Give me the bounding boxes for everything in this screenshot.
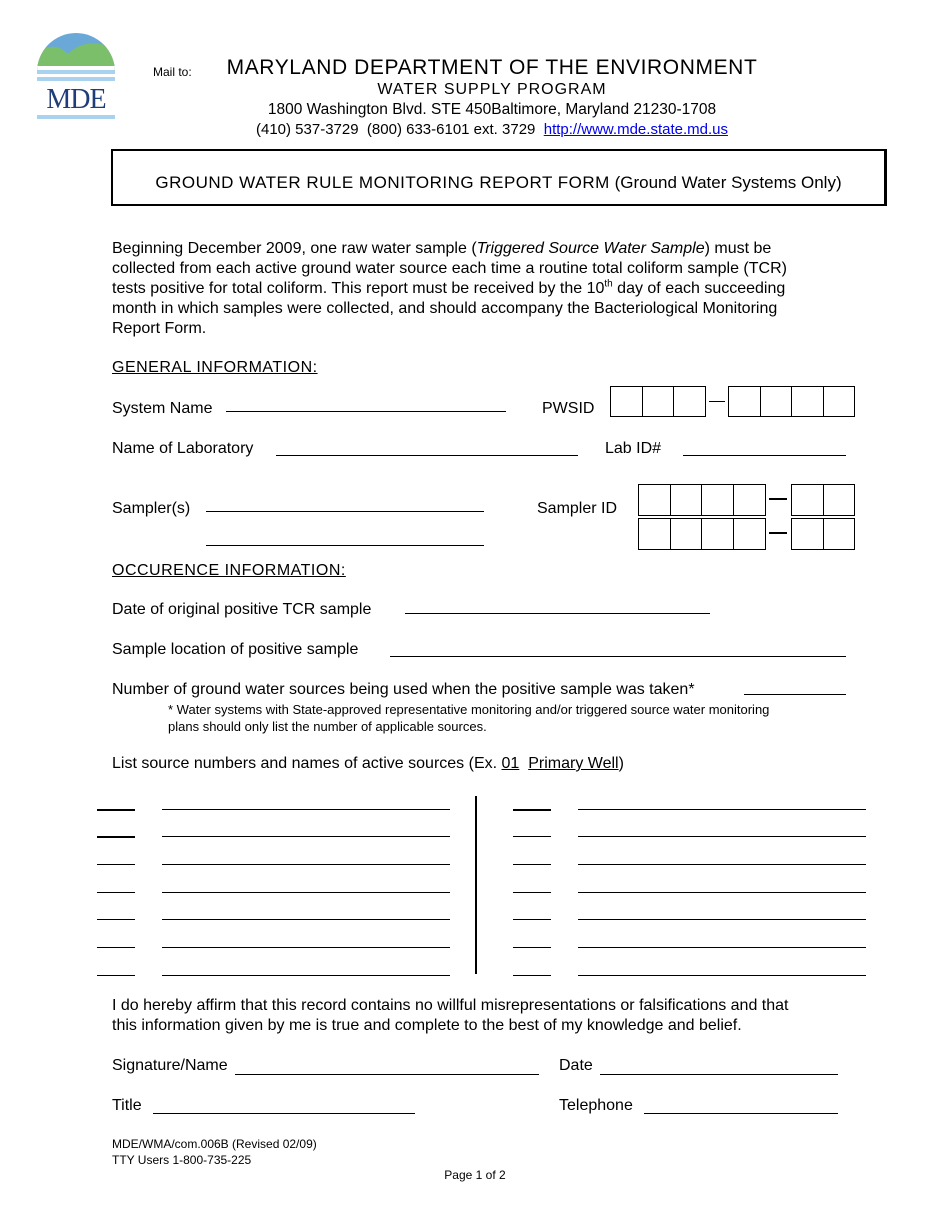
sources-count-field[interactable] xyxy=(744,694,846,695)
source-number-left[interactable] xyxy=(97,836,135,838)
source-name-left[interactable] xyxy=(162,975,450,976)
sampler-id-1-digit-3[interactable] xyxy=(701,484,734,516)
sources-note-line-1: * Water systems with State-approved representative monitoring and/or triggered source water monitoring xyxy=(168,702,770,717)
website-link[interactable]: http://www.mde.state.md.us xyxy=(543,121,728,138)
sampler-id-1-digit-2[interactable] xyxy=(670,484,702,516)
form-title-box xyxy=(111,149,887,206)
mail-to-label: Mail to: xyxy=(153,65,192,79)
lab-id-field[interactable] xyxy=(683,455,846,456)
intro-superscript: th xyxy=(604,278,613,290)
source-number-right[interactable] xyxy=(513,836,551,837)
intro-text: Beginning December 2009, one raw water sample ( xyxy=(112,240,477,257)
address: 1800 Washington Blvd. STE 450Baltimore, Maryland 21230-1708 xyxy=(267,101,717,118)
example-source-name: Primary Well xyxy=(528,755,619,772)
source-number-left[interactable] xyxy=(97,975,135,976)
source-number-right[interactable] xyxy=(513,892,551,893)
source-name-right[interactable] xyxy=(578,975,866,976)
source-column-divider xyxy=(475,796,477,974)
source-name-right[interactable] xyxy=(578,892,866,893)
mde-logo-text: MDE xyxy=(46,84,106,115)
sample-location-field[interactable] xyxy=(390,656,846,657)
source-number-left[interactable] xyxy=(97,892,135,893)
phone-1: (410) 537-3729 xyxy=(256,121,359,138)
sample-location-label: Sample location of positive sample xyxy=(112,641,359,658)
sampler-id-1-digit-1[interactable] xyxy=(638,484,671,516)
source-name-right[interactable] xyxy=(578,809,866,810)
pwsid-digit-5[interactable] xyxy=(760,386,792,417)
source-name-right[interactable] xyxy=(578,836,866,837)
sampler-id-2-digit-1[interactable] xyxy=(638,518,671,550)
affirmation-line-1: I do hereby affirm that this record contains no willful misrepresentations or falsifications and that xyxy=(112,997,789,1014)
phone-2: (800) 633-6101 ext. 3729 xyxy=(366,121,536,138)
sampler-field-2[interactable] xyxy=(206,545,484,546)
source-name-right[interactable] xyxy=(578,919,866,920)
sampler-id-2-digit-3[interactable] xyxy=(701,518,734,550)
list-sources-text: ) xyxy=(618,755,624,772)
sampler-field-1[interactable] xyxy=(206,511,484,512)
source-name-left[interactable] xyxy=(162,919,450,920)
sampler-id-2-digit-5[interactable] xyxy=(791,518,824,550)
pwsid-dash xyxy=(709,401,725,402)
source-number-right[interactable] xyxy=(513,809,551,811)
source-name-right[interactable] xyxy=(578,864,866,865)
tty-line: TTY Users 1-800-735-225 xyxy=(112,1153,252,1167)
sampler-id-1-dash xyxy=(769,498,787,500)
source-name-left[interactable] xyxy=(162,864,450,865)
form-id: MDE/WMA/com.006B (Revised 02/09) xyxy=(112,1137,317,1151)
source-name-left[interactable] xyxy=(162,836,450,837)
lab-name-label: Name of Laboratory xyxy=(112,440,254,457)
pwsid-digit-4[interactable] xyxy=(728,386,761,417)
intro-text: day of each succeeding xyxy=(612,280,786,297)
system-name-field[interactable] xyxy=(226,411,506,412)
pwsid-digit-7[interactable] xyxy=(823,386,855,417)
form-title-sub: (Ground Water Systems Only) xyxy=(614,173,842,192)
sampler-id-2-digit-6[interactable] xyxy=(823,518,855,550)
source-number-right[interactable] xyxy=(513,975,551,976)
lab-name-field[interactable] xyxy=(276,455,578,456)
affirmation-line-2: this information given by me is true and complete to the best of my knowledge and belief. xyxy=(112,1017,742,1034)
sampler-id-1-digit-4[interactable] xyxy=(733,484,766,516)
example-source-number: 01 xyxy=(501,755,520,772)
occurrence-info-heading: OCCURENCE INFORMATION: xyxy=(112,562,346,579)
intro-text: tests positive for total coliform. This report must be received by the 10 xyxy=(112,280,605,297)
intro-emphasis: Triggered Source Water Sample xyxy=(476,240,705,257)
title-label: Title xyxy=(112,1097,142,1114)
signature-label: Signature/Name xyxy=(112,1057,228,1074)
source-number-right[interactable] xyxy=(513,947,551,948)
pwsid-digit-3[interactable] xyxy=(673,386,706,417)
telephone-field[interactable] xyxy=(644,1113,838,1114)
list-sources-label xyxy=(112,755,624,773)
pwsid-digit-1[interactable] xyxy=(610,386,643,417)
sampler-id-1-digit-6[interactable] xyxy=(823,484,855,516)
general-info-heading: GENERAL INFORMATION: xyxy=(112,359,318,376)
telephone-label: Telephone xyxy=(559,1097,633,1114)
sampler-id-2-dash xyxy=(769,532,787,534)
contact-line xyxy=(176,121,808,138)
lab-id-label: Lab ID# xyxy=(605,440,662,457)
program-name: WATER SUPPLY PROGRAM xyxy=(377,81,607,98)
intro-paragraph xyxy=(112,239,882,339)
org-name: MARYLAND DEPARTMENT OF THE ENVIRONMENT xyxy=(226,56,758,79)
source-name-right[interactable] xyxy=(578,947,866,948)
date-tcr-label: Date of original positive TCR sample xyxy=(112,601,372,618)
source-number-left[interactable] xyxy=(97,919,135,920)
form-title xyxy=(113,173,884,193)
intro-line: collected from each active ground water source each time a routine total coliform sample (TCR) xyxy=(112,260,787,277)
date-field[interactable] xyxy=(600,1074,838,1075)
source-name-left[interactable] xyxy=(162,809,450,810)
title-field[interactable] xyxy=(153,1113,415,1114)
source-name-left[interactable] xyxy=(162,892,450,893)
sampler-id-label: Sampler ID xyxy=(537,500,618,517)
pwsid-digit-6[interactable] xyxy=(791,386,824,417)
sampler-id-2-digit-4[interactable] xyxy=(733,518,766,550)
source-number-left[interactable] xyxy=(97,809,135,811)
system-name-label: System Name xyxy=(112,400,213,417)
page-number: Page 1 of 2 xyxy=(444,1168,506,1182)
source-number-right[interactable] xyxy=(513,919,551,920)
source-number-left[interactable] xyxy=(97,864,135,865)
mde-logo xyxy=(36,24,116,124)
signature-field[interactable] xyxy=(235,1074,539,1075)
sources-note-line-2: plans should only list the number of applicable sources. xyxy=(168,719,487,734)
intro-text: ) must be xyxy=(704,240,772,257)
date-tcr-field[interactable] xyxy=(405,613,710,614)
form-title-main: GROUND WATER RULE MONITORING REPORT FORM xyxy=(155,173,610,192)
intro-line: month in which samples were collected, and should accompany the Bacteriological Monitoring xyxy=(112,300,778,317)
pwsid-label: PWSID xyxy=(542,400,595,417)
pwsid-digit-2[interactable] xyxy=(642,386,674,417)
sampler-id-2-digit-2[interactable] xyxy=(670,518,702,550)
source-number-left[interactable] xyxy=(97,947,135,948)
samplers-label: Sampler(s) xyxy=(112,500,191,517)
source-name-left[interactable] xyxy=(162,947,450,948)
list-sources-text: List source numbers and names of active sources (Ex. xyxy=(112,755,502,772)
date-label: Date xyxy=(559,1057,593,1074)
sampler-id-1-digit-5[interactable] xyxy=(791,484,824,516)
sources-count-label: Number of ground water sources being used when the positive sample was taken* xyxy=(112,681,695,698)
intro-line: Report Form. xyxy=(112,320,207,337)
source-number-right[interactable] xyxy=(513,864,551,865)
